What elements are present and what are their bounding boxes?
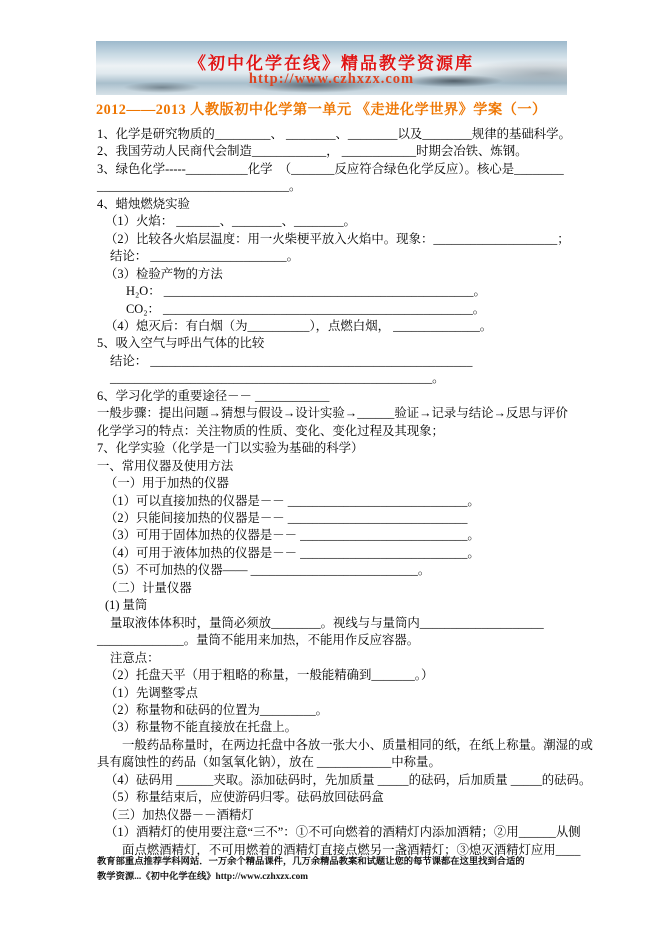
doc-line: （4）熄灭后：有白烟（为__________），点燃白烟， ______________。	[105, 318, 493, 333]
doc-line: 1、化学是研究物质的_________、 ________、________以及________规律的基础科学。	[97, 127, 571, 141]
doc-line: 7、化学实验（化学是一门以实验为基础的科学）	[97, 441, 364, 456]
page-title: 2012——2013 人教版初中化学第一单元 《走进化学世界》学案（一）	[96, 102, 547, 118]
doc-line: （3）可用于固体加热的仪器是－－ ___________________________。	[105, 528, 480, 543]
doc-line: 面点燃酒精灯，不可用燃着的酒精灯直接点燃另一盏酒精灯；③熄灭酒精灯应用____	[122, 842, 581, 857]
doc-line: 结论： ____________________________________________________	[110, 353, 473, 368]
doc-line: 具有腐蚀性的药品（如氢氧化钠），放在 ____________中称量。	[97, 755, 441, 770]
doc-line: 4、蜡烛燃烧实验	[97, 196, 190, 211]
doc-line: （三）加热仪器－－酒精灯	[105, 807, 254, 822]
doc-line: CO₂： __________________________________________________。	[126, 301, 486, 316]
doc-line: （3）称量物不能直接放在托盘上。	[105, 720, 298, 735]
doc-line: ______________。量筒不能用来加热，不能用作反应容器。	[97, 633, 420, 648]
doc-line: ____________________________________________________。	[110, 371, 445, 386]
doc-line: 3、绿色化学-----__________化学 （_______反应符合绿色化学反应）。核心是________	[97, 161, 564, 176]
doc-line: 注意点：	[110, 650, 160, 665]
doc-line: 5、吸入空气与呼出气体的比较	[97, 336, 265, 351]
site-banner-image	[96, 41, 567, 95]
doc-line: （2）比较各火焰层温度：用一火柴梗平放入火焰中。现象：____________________；	[105, 231, 570, 246]
doc-line: （1）可以直接加热的仪器是－－ _____________________________。	[105, 493, 480, 508]
doc-line: 一般药品称量时，在两边托盘中各放一张大小、质量相同的纸，在纸上称量。潮湿的或	[122, 737, 593, 752]
document-body	[97, 126, 593, 859]
footer	[97, 855, 577, 884]
doc-line: （二）计量仪器	[105, 580, 192, 595]
doc-line: 一般步骤：提出问题→猜想与假设→设计实验→______验证→记录与结论→反思与评价	[97, 406, 568, 421]
doc-line: （2）称量物和砝码的位置为_________。	[105, 702, 329, 717]
doc-line: （5）不可加热的仪器—— ___________________________。	[105, 563, 431, 578]
doc-line: 量取液体体积时，量筒必须放________。视线与与量筒内____________________	[110, 615, 544, 630]
doc-line: (1) 量筒	[105, 598, 148, 613]
doc-line: 2、我国劳动人民商代会制造____________， ____________时期会冶铁、炼钢。	[97, 144, 528, 159]
doc-line: （4）砝码用 ______夹取。添加砝码时，先加质量 _____的砝码，后加质量 _____的砝码。	[105, 772, 592, 787]
doc-line: 6、学习化学的重要途径－－ ____________	[97, 388, 330, 403]
doc-line: （5）称量结束后，应使游码归零。砝码放回砝码盒	[105, 790, 384, 805]
doc-line: _______________________________。	[97, 179, 302, 194]
doc-line: 结论： ______________________。	[110, 249, 299, 264]
doc-line: （1）火焰： _______、________、________。	[105, 214, 356, 229]
doc-line: H₂O： __________________________________________________。	[126, 284, 486, 299]
banner-site-title: 《初中化学在线》精品教学资源库	[189, 54, 474, 73]
doc-line: （2）托盘天平（用于粗略的称量，一般能精确到_______。）	[105, 668, 434, 683]
banner-site-url: http://www.czhxzx.com	[248, 71, 415, 87]
doc-line: （3）检验产物的方法	[105, 266, 223, 281]
doc-line: （4）可用于液体加热的仪器是－－ ___________________________。	[105, 545, 480, 560]
footer-line-2: 教学资源...《初中化学在线》http://www.czhxzx.com	[97, 871, 308, 882]
doc-line: （1）先调整零点	[105, 685, 198, 700]
doc-line: （2）只能间接加热的仪器是－－ _____________________________	[105, 510, 468, 525]
footer-line-1: 教育部重点推荐学科网站．一万余个精品课件，几万余精品教案和试题让您的每节课都在这里找到合适的	[97, 857, 525, 867]
doc-line: （一）用于加热的仪器	[105, 476, 229, 491]
doc-line: （1）酒精灯的使用要注意“三不”：①不可向燃着的酒精灯内添加酒精；②用______从侧	[105, 825, 581, 840]
doc-line: 化学学习的特点：关注物质的性质、变化、变化过程及其现象；	[97, 423, 444, 438]
doc-line: 一、常用仪器及使用方法	[97, 458, 234, 473]
